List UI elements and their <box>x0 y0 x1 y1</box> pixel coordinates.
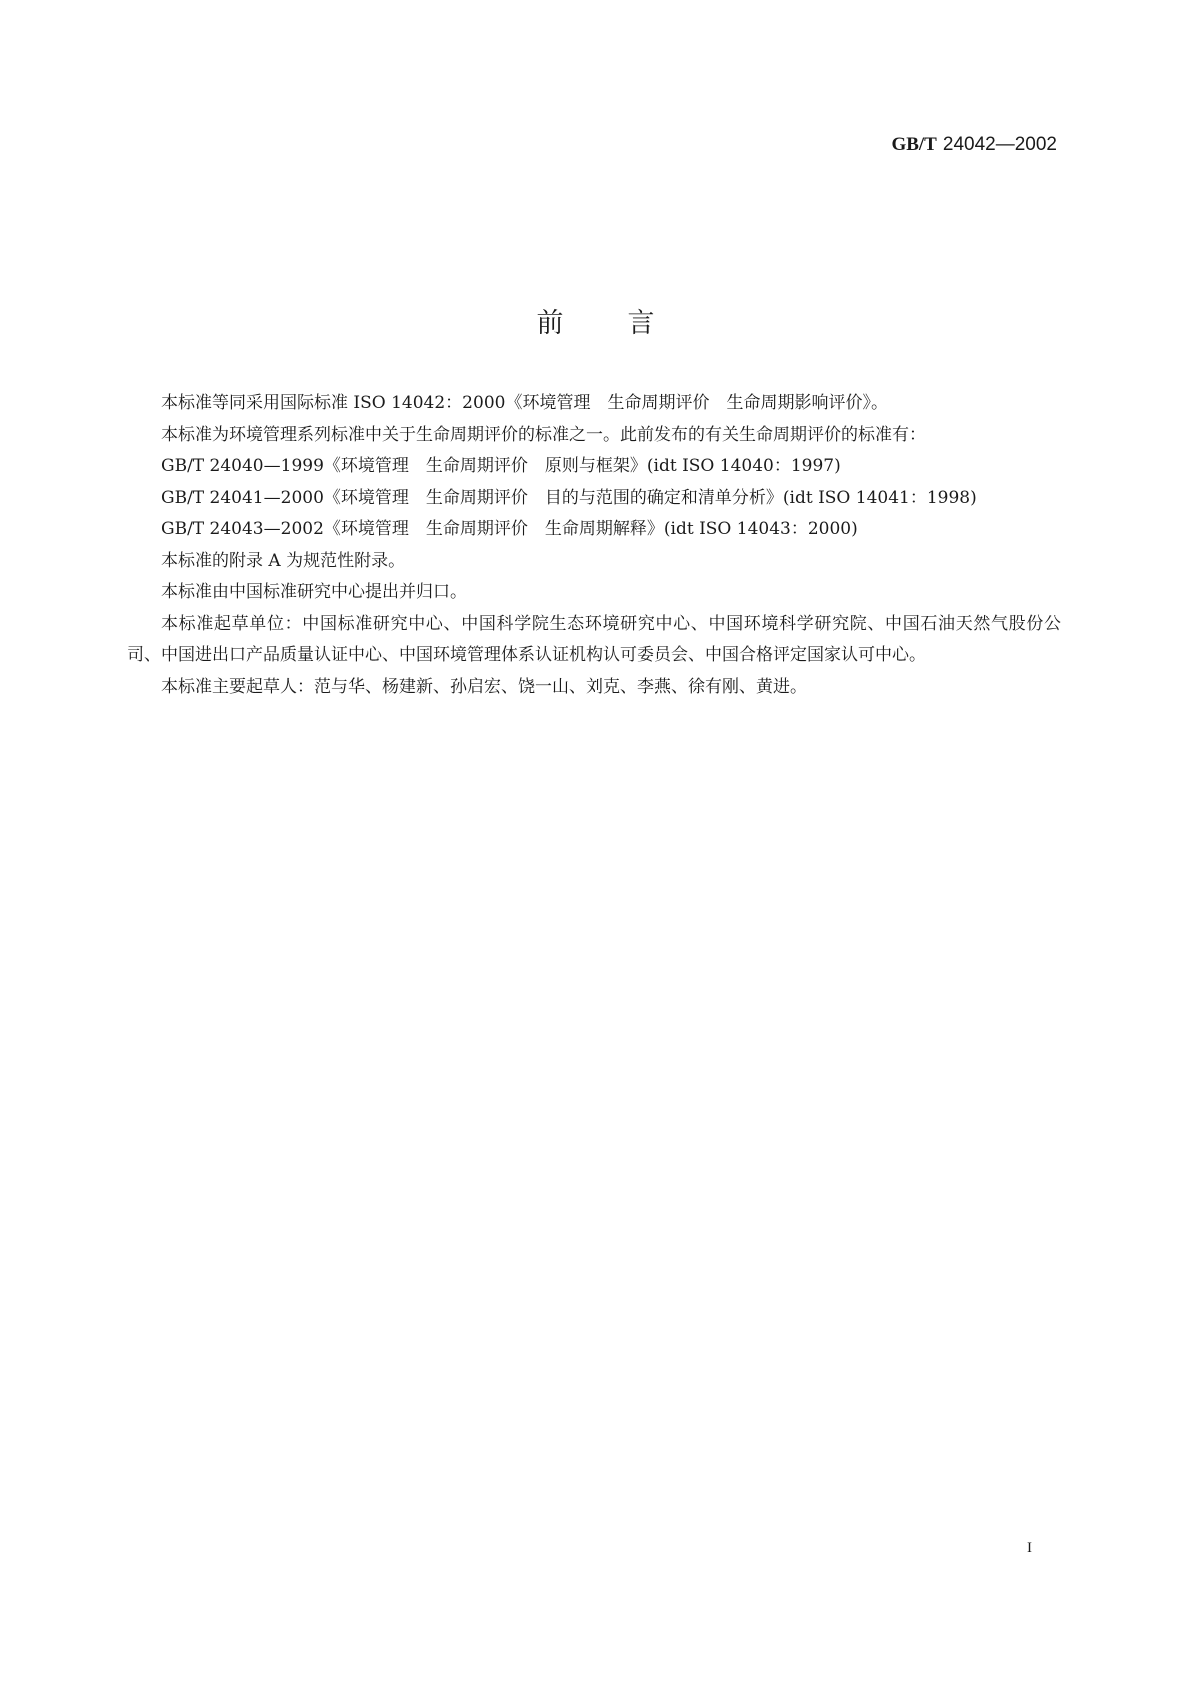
paragraph-drafting-units: 本标准起草单位：中国标准研究中心、中国科学院生态环境研究中心、中国环境科学研究院、中国石油天然气股份公司、中国进出口产品质量认证中心、中国环境管理体系认证机构认可委员会、中国合格评定国家认可中心。 <box>127 613 1061 665</box>
foreword-body <box>127 388 1061 703</box>
paragraph-drafters: 本标准主要起草人：范与华、杨建新、孙启宏、饶一山、刘克、李燕、徐有刚、黄进。 <box>161 676 807 697</box>
page-title: 前言 <box>536 308 719 340</box>
standard-code: 24042—2002 <box>942 134 1057 155</box>
standard-prefix: GB/T <box>891 134 937 155</box>
paragraph-proposer: 本标准由中国标准研究中心提出并归口。 <box>161 582 467 602</box>
paragraph-related-standard-24041: GB/T 24041—2000《环境管理 生命周期评价 目的与范围的确定和清单分析》(idt ISO 14041：1998) <box>161 487 977 508</box>
paragraph-annex: 本标准的附录 A 为规范性附录。 <box>161 550 406 571</box>
page-number: I <box>1027 1540 1032 1556</box>
standard-number-header <box>891 133 1057 156</box>
paragraph-series-intro: 本标准为环境管理系列标准中关于生命周期评价的标准之一。此前发布的有关生命周期评价的标准有： <box>161 424 926 445</box>
paragraph-related-standard-24040: GB/T 24040—1999《环境管理 生命周期评价 原则与框架》(idt ISO 14040：1997) <box>161 456 841 476</box>
paragraph-adoption: 本标准等同采用国际标准 ISO 14042：2000《环境管理 生命周期评价 生命周期影响评价》。 <box>161 393 888 413</box>
paragraph-related-standard-24043: GB/T 24043—2002《环境管理 生命周期评价 生命周期解释》(idt ISO 14043：2000) <box>161 519 858 539</box>
